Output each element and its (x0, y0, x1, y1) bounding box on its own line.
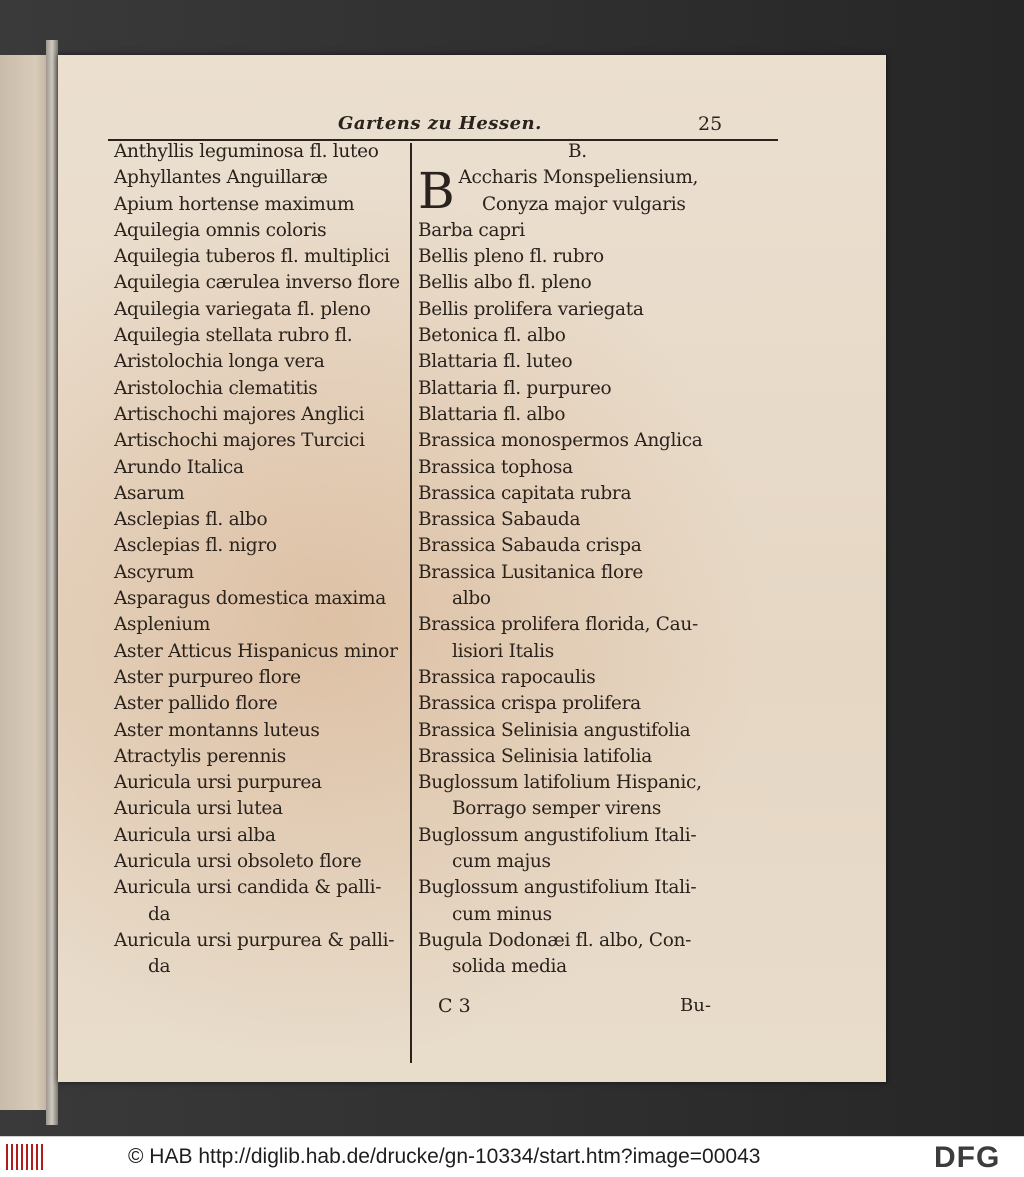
drop-cap: B (418, 162, 455, 221)
list-item: Brassica Sabauda crispa (418, 535, 642, 557)
list-item: Arundo Italica (114, 456, 244, 478)
viewer-footer (0, 1136, 1024, 1177)
list-item: Apium hortense maximum (114, 193, 355, 215)
list-item: Buglossum latifolium Hispanic, (418, 772, 702, 794)
list-item: Ascyrum (114, 561, 194, 583)
list-item: Auricula ursi lutea (114, 798, 283, 820)
list-item: Asparagus domestica maxima (114, 588, 387, 610)
list-item: Brassica Selinisia latifolia (418, 745, 652, 767)
list-item: Blattaria fl. albo (418, 403, 566, 425)
page-number: 25 (698, 113, 723, 135)
copyright-link[interactable]: © HAB http://diglib.hab.de/drucke/gn-10334/start.htm?image=00043 (128, 1145, 761, 1168)
list-item: Aristolochia clematitis (114, 377, 318, 399)
left-column (114, 139, 406, 981)
list-item: Aristolochia longa vera (114, 351, 325, 373)
list-item: Betonica fl. albo (418, 325, 566, 347)
list-item: Auricula ursi purpurea (114, 772, 322, 794)
list-item: Aphyllantes Anguillaræ (114, 167, 328, 189)
list-item: Brassica monospermos Anglica (418, 430, 703, 452)
list-item: Bugula Dodonæi fl. albo, Con- (418, 929, 692, 951)
list-item-continuation: Conyza major vulgaris (482, 193, 686, 215)
list-item: Brassica prolifera florida, Cau- (418, 614, 698, 636)
list-item: Buglossum angustifolium Itali- (418, 877, 697, 899)
list-item-continuation: albo (452, 588, 491, 610)
list-item: Accharis Monspeliensium, (458, 167, 699, 189)
list-item: Blattaria fl. luteo (418, 351, 573, 373)
list-item: Artischochi majores Turcici (114, 430, 365, 452)
book-page (58, 55, 886, 1082)
list-item: Auricula ursi alba (114, 824, 276, 846)
list-item: Auricula ursi purpurea & palli- (114, 929, 395, 951)
list-item: Aster pallido flore (114, 693, 278, 715)
column-rule (410, 143, 412, 1063)
running-head: Gartens zu Hessen. (338, 113, 542, 134)
list-item: Asplenium (114, 614, 211, 636)
list-item: Asclepias fl. nigro (114, 535, 277, 557)
list-item: Bellis albo fl. pleno (418, 272, 592, 294)
list-item-continuation: solida media (452, 956, 567, 978)
list-item: Aster montanns luteus (114, 719, 320, 741)
list-item: Brassica crispa prolifera (418, 693, 641, 715)
list-item: Auricula ursi candida & palli- (114, 877, 382, 899)
list-item: Brassica Lusitanica flore (418, 561, 644, 583)
dfg-logo: DFG (934, 1141, 1001, 1174)
binding-edge (46, 40, 58, 1125)
catchword: Bu- (680, 995, 711, 1016)
list-item: Brassica Sabauda (418, 509, 581, 531)
list-item-continuation: da (148, 903, 171, 925)
section-letter: B. (568, 141, 587, 162)
list-item: Barba capri (418, 219, 525, 241)
list-item: Asarum (114, 482, 185, 504)
right-column (418, 139, 728, 981)
list-item: Aquilegia variegata fl. pleno (114, 298, 371, 320)
list-item: Bellis pleno fl. rubro (418, 246, 604, 268)
list-item-continuation: cum majus (452, 851, 551, 873)
list-item: Buglossum angustifolium Itali- (418, 824, 697, 846)
list-item-continuation: Borrago semper virens (452, 798, 662, 820)
list-item: Artischochi majores Anglici (114, 403, 365, 425)
list-item-continuation: cum minus (452, 903, 552, 925)
list-item: Brassica rapocaulis (418, 666, 596, 688)
list-item: Aster Atticus Hispanicus minor (114, 640, 398, 662)
list-item: Asclepias fl. albo (114, 509, 268, 531)
list-item: Bellis prolifera variegata (418, 298, 644, 320)
list-item-continuation: da (148, 956, 171, 978)
list-item: Aquilegia tuberos fl. multiplici (114, 246, 390, 268)
list-item: Aquilegia omnis coloris (114, 219, 327, 241)
list-item: Brassica tophosa (418, 456, 573, 478)
list-item: Atractylis perennis (114, 745, 286, 767)
facing-page-edge (0, 55, 52, 1110)
list-item: Aquilegia stellata rubro fl. (114, 325, 353, 347)
list-item: Auricula ursi obsoleto flore (114, 851, 362, 873)
signature-mark: C 3 (438, 995, 471, 1017)
list-item: Blattaria fl. purpureo (418, 377, 612, 399)
list-item: Brassica capitata rubra (418, 482, 632, 504)
list-item-continuation: lisiori Italis (452, 640, 554, 662)
list-item: Aquilegia cærulea inverso flore (114, 272, 400, 294)
list-item: Aster purpureo flore (114, 666, 301, 688)
list-item: Brassica Selinisia angustifolia (418, 719, 691, 741)
barcode-icon (6, 1144, 46, 1170)
list-item: Anthyllis leguminosa fl. luteo (114, 141, 379, 162)
